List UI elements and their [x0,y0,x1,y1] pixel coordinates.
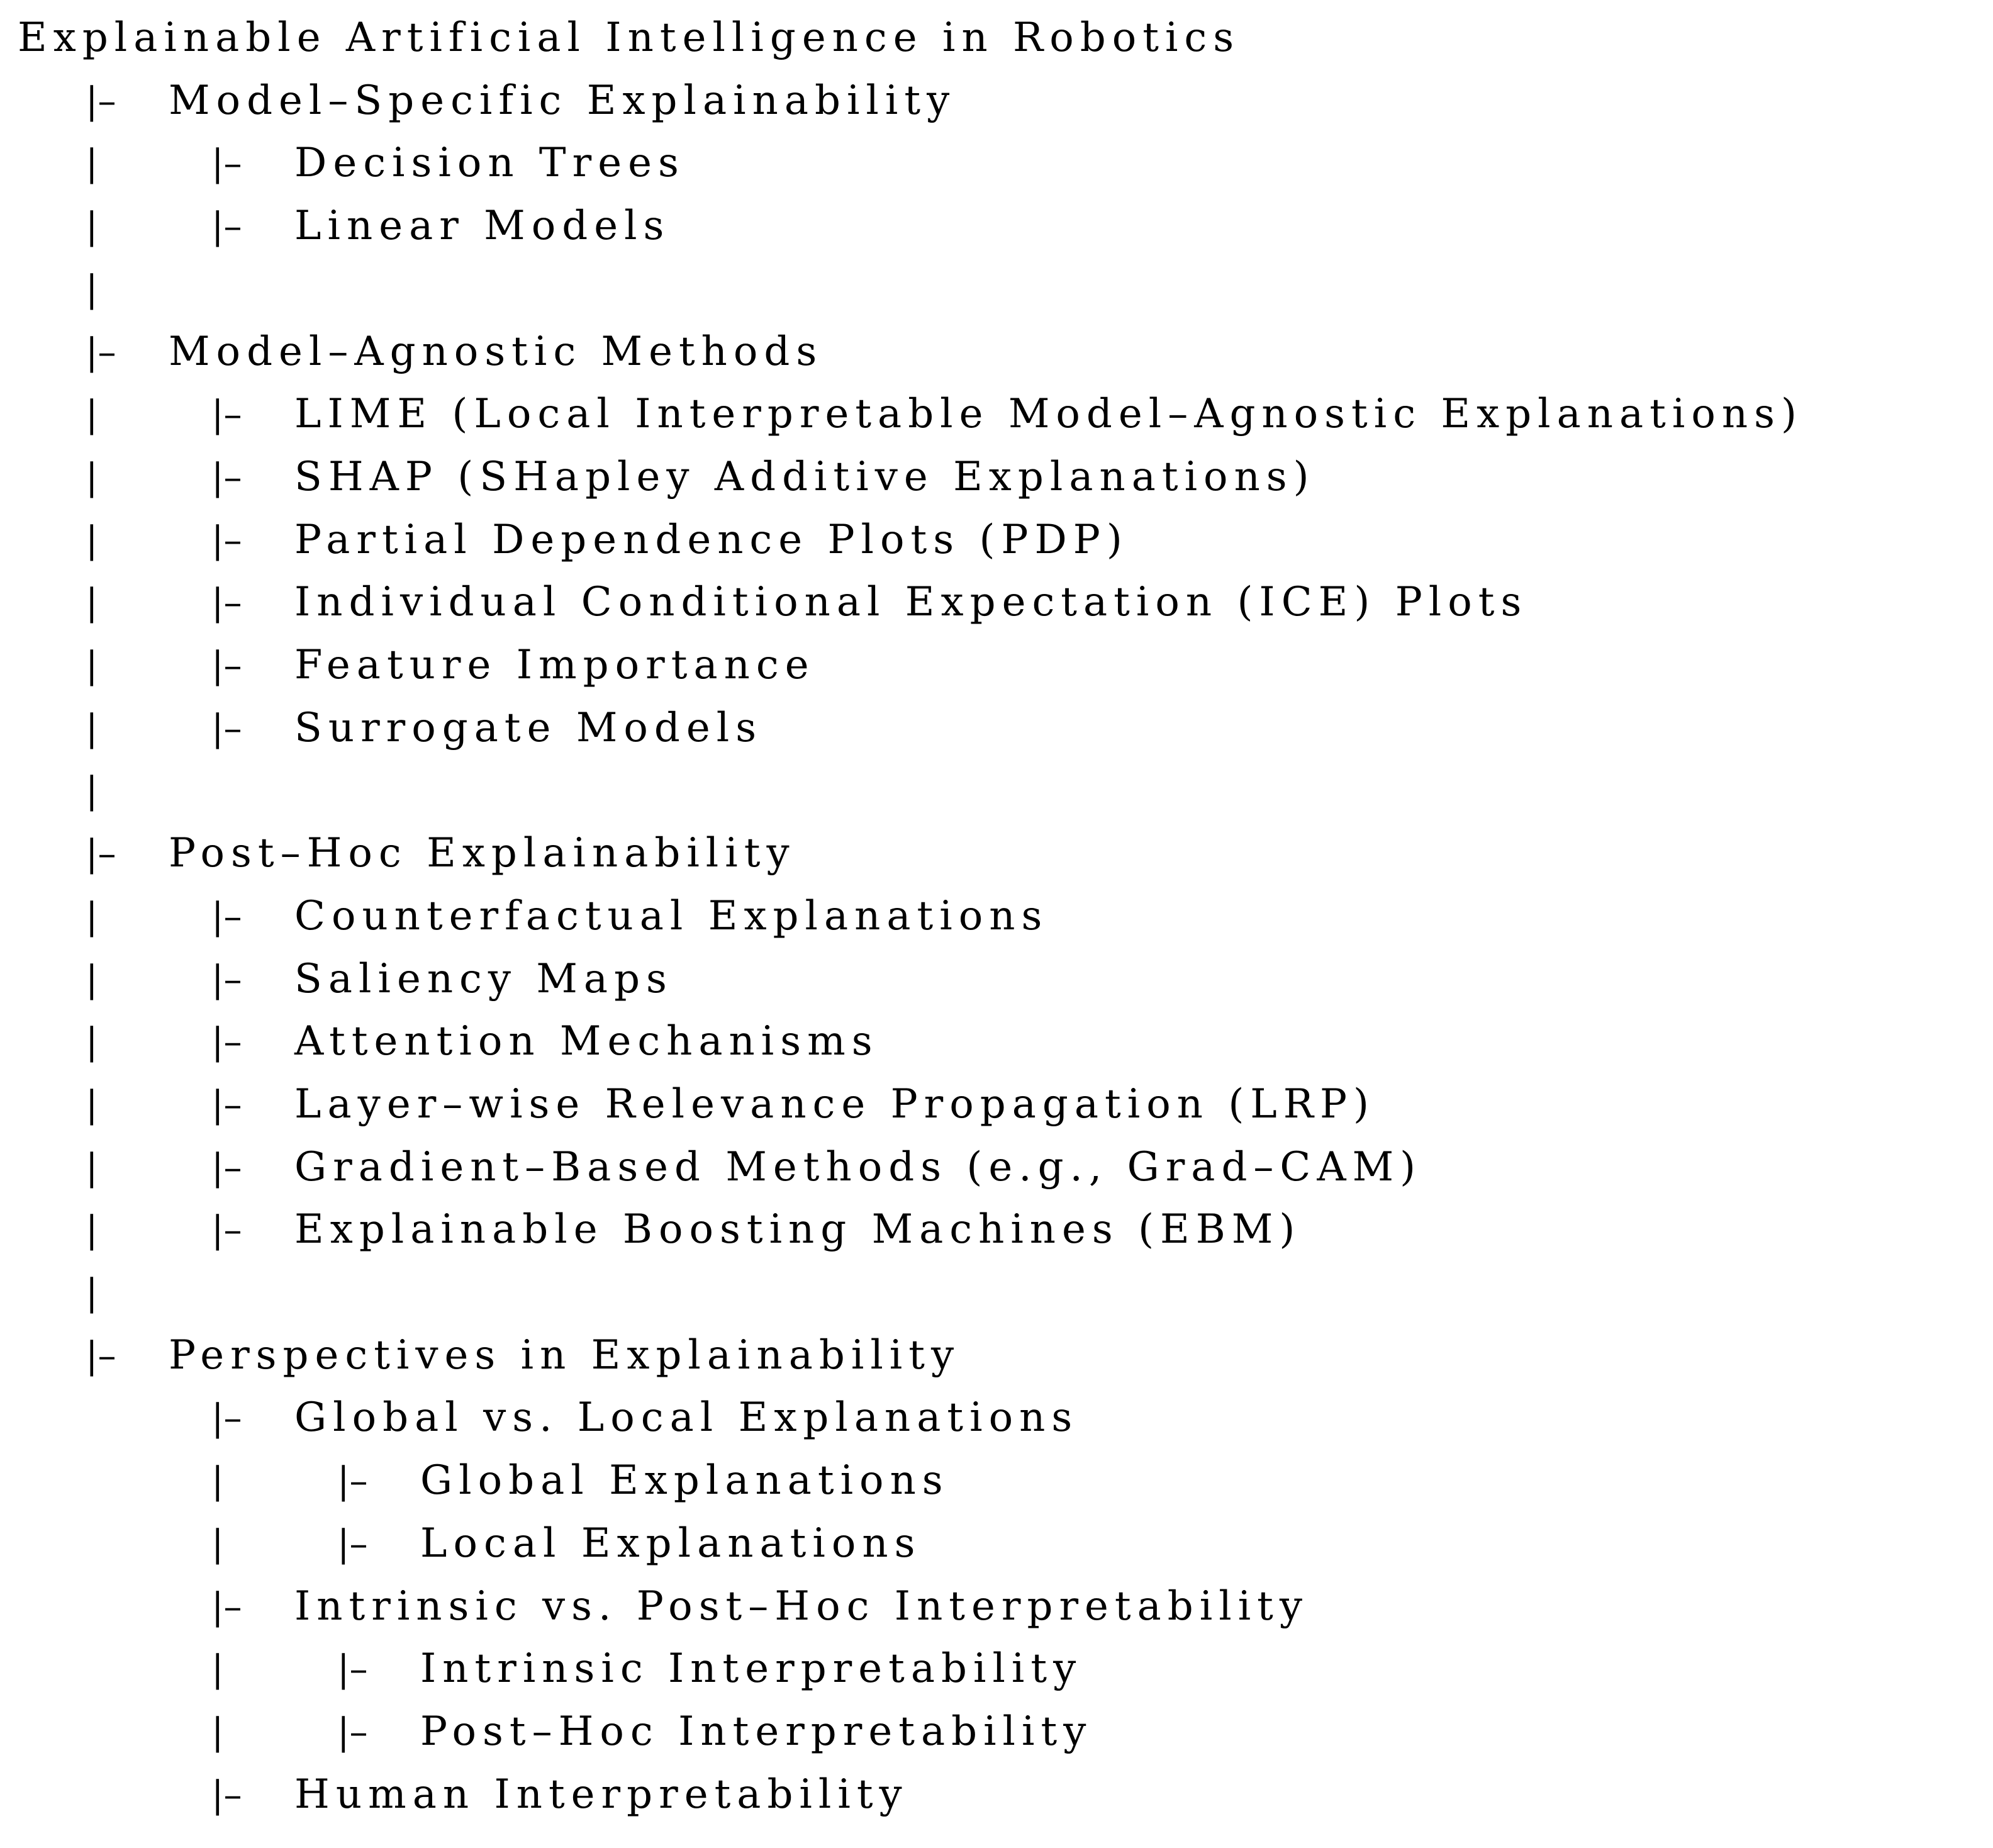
tree-line [0,1324,1993,1387]
tree-line [0,383,1993,445]
vertical-guide: | [86,142,98,185]
tree-node-label: SHAP (SHapley Additive Explanations) [294,453,1315,500]
vertical-guide: | [86,267,98,310]
tree-line [0,1449,1993,1512]
tree-node-label: Post–Hoc Interpretability [420,1708,1093,1755]
tree-node-label: Intrinsic vs. Post–Hoc Interpretability [294,1582,1309,1630]
tree-line [0,1763,1993,1826]
vertical-guide: | [86,957,98,1000]
tree-line [0,1136,1993,1199]
tree-line [0,885,1993,948]
tree-line [0,634,1993,697]
tree-line [0,948,1993,1011]
vertical-guide: | [86,204,98,248]
branch-connector: |– [86,1333,116,1377]
tree-line [0,1700,1993,1763]
branch-connector: |– [211,894,242,938]
tree-node-label: Layer–wise Relevance Propagation (LRP) [294,1080,1375,1128]
tree-line [0,1261,1993,1324]
tree-node-label: Local Explanations [420,1520,922,1567]
tree-node-label: Saliency Maps [294,955,673,1002]
tree-line [0,571,1993,634]
tree-line [0,1073,1993,1136]
tree-line [0,1575,1993,1638]
branch-connector: |– [86,330,116,373]
vertical-guide: | [86,518,98,561]
tree-node-label: Model–Specific Explainability [169,77,956,124]
tree-line [0,445,1993,508]
vertical-guide: | [211,1459,224,1503]
branch-connector: |– [211,393,242,436]
tree-line [0,1198,1993,1261]
branch-connector: |– [337,1459,368,1503]
branch-connector: |– [211,518,242,561]
tree-line [0,759,1993,822]
branch-connector: |– [211,644,242,686]
tree-line [0,1637,1993,1700]
branch-connector: |– [337,1710,368,1753]
vertical-guide: | [86,393,98,436]
branch-connector: |– [211,455,242,498]
tree-line [0,132,1993,194]
branch-connector: |– [211,1082,242,1126]
branch-connector: |– [211,204,242,248]
tree-line [0,194,1993,257]
tree-node-label: Gradient–Based Methods (e.g., Grad–CAM) [294,1143,1422,1190]
tree-line [0,320,1993,383]
vertical-guide: | [86,1208,98,1252]
tree-line [0,822,1993,885]
vertical-guide: | [86,1082,98,1126]
tree-node-label: Global Explanations [420,1457,949,1504]
tree-node-label: Feature Importance [294,642,815,688]
branch-connector: |– [211,1208,242,1252]
tree-line [0,257,1993,320]
vertical-guide: | [86,644,98,686]
tree-node-label: Decision Trees [294,140,685,187]
tree-line [0,697,1993,759]
branch-connector: |– [211,142,242,185]
branch-connector: |– [211,1020,242,1063]
tree-node-label: Global vs. Local Explanations [294,1394,1079,1442]
tree-line [0,1512,1993,1575]
branch-connector: |– [211,1396,242,1440]
vertical-guide: | [86,455,98,498]
tree-root-label: Explainable Artificial Intelligence in Robotics [18,14,1241,61]
vertical-guide: | [86,581,98,624]
tree-line [0,1386,1993,1449]
tree-node-label: Explainable Boosting Machines (EBM) [294,1206,1302,1253]
branch-connector: |– [86,832,116,875]
vertical-guide: | [211,1710,224,1753]
tree-node-label: Post–Hoc Explainability [169,830,796,877]
tree-node-label: Attention Mechanisms [294,1018,879,1065]
branch-connector: |– [211,1584,242,1628]
vertical-guide: | [211,1647,224,1691]
vertical-guide: | [86,706,98,749]
branch-connector: |– [211,1145,242,1189]
branch-connector: |– [211,957,242,1000]
branch-connector: |– [337,1647,368,1691]
branch-connector: |– [211,706,242,749]
tree-line [0,1010,1993,1073]
vertical-guide: | [86,1020,98,1063]
branch-connector: |– [337,1521,368,1565]
vertical-guide: | [86,769,98,812]
vertical-guide: | [211,1521,224,1565]
vertical-guide: | [86,1145,98,1189]
vertical-guide: | [86,894,98,938]
tree-node-label: Perspectives in Explainability [169,1331,961,1379]
tree-node-label: Partial Dependence Plots (PDP) [294,516,1129,563]
tree-node-label: Individual Conditional Expectation (ICE) Plots [294,579,1528,626]
tree-node-label: Model–Agnostic Methods [169,328,823,375]
tree-node-label: Counterfactual Explanations [294,892,1049,939]
branch-connector: |– [211,1772,242,1816]
tree-line [0,69,1993,132]
tree-node-label: Surrogate Models [294,704,763,751]
tree-node-label: Linear Models [294,203,671,250]
tree-node-label: LIME (Local Interpretable Model–Agnostic Explanations) [294,391,1803,438]
branch-connector: |– [211,581,242,624]
branch-connector: |– [86,79,116,122]
tree-line [0,508,1993,571]
tree-node-label: Intrinsic Interpretability [420,1645,1083,1693]
vertical-guide: | [86,1271,98,1314]
tree-root-line [0,6,1993,69]
tree-node-label: Human Interpretability [294,1771,908,1818]
